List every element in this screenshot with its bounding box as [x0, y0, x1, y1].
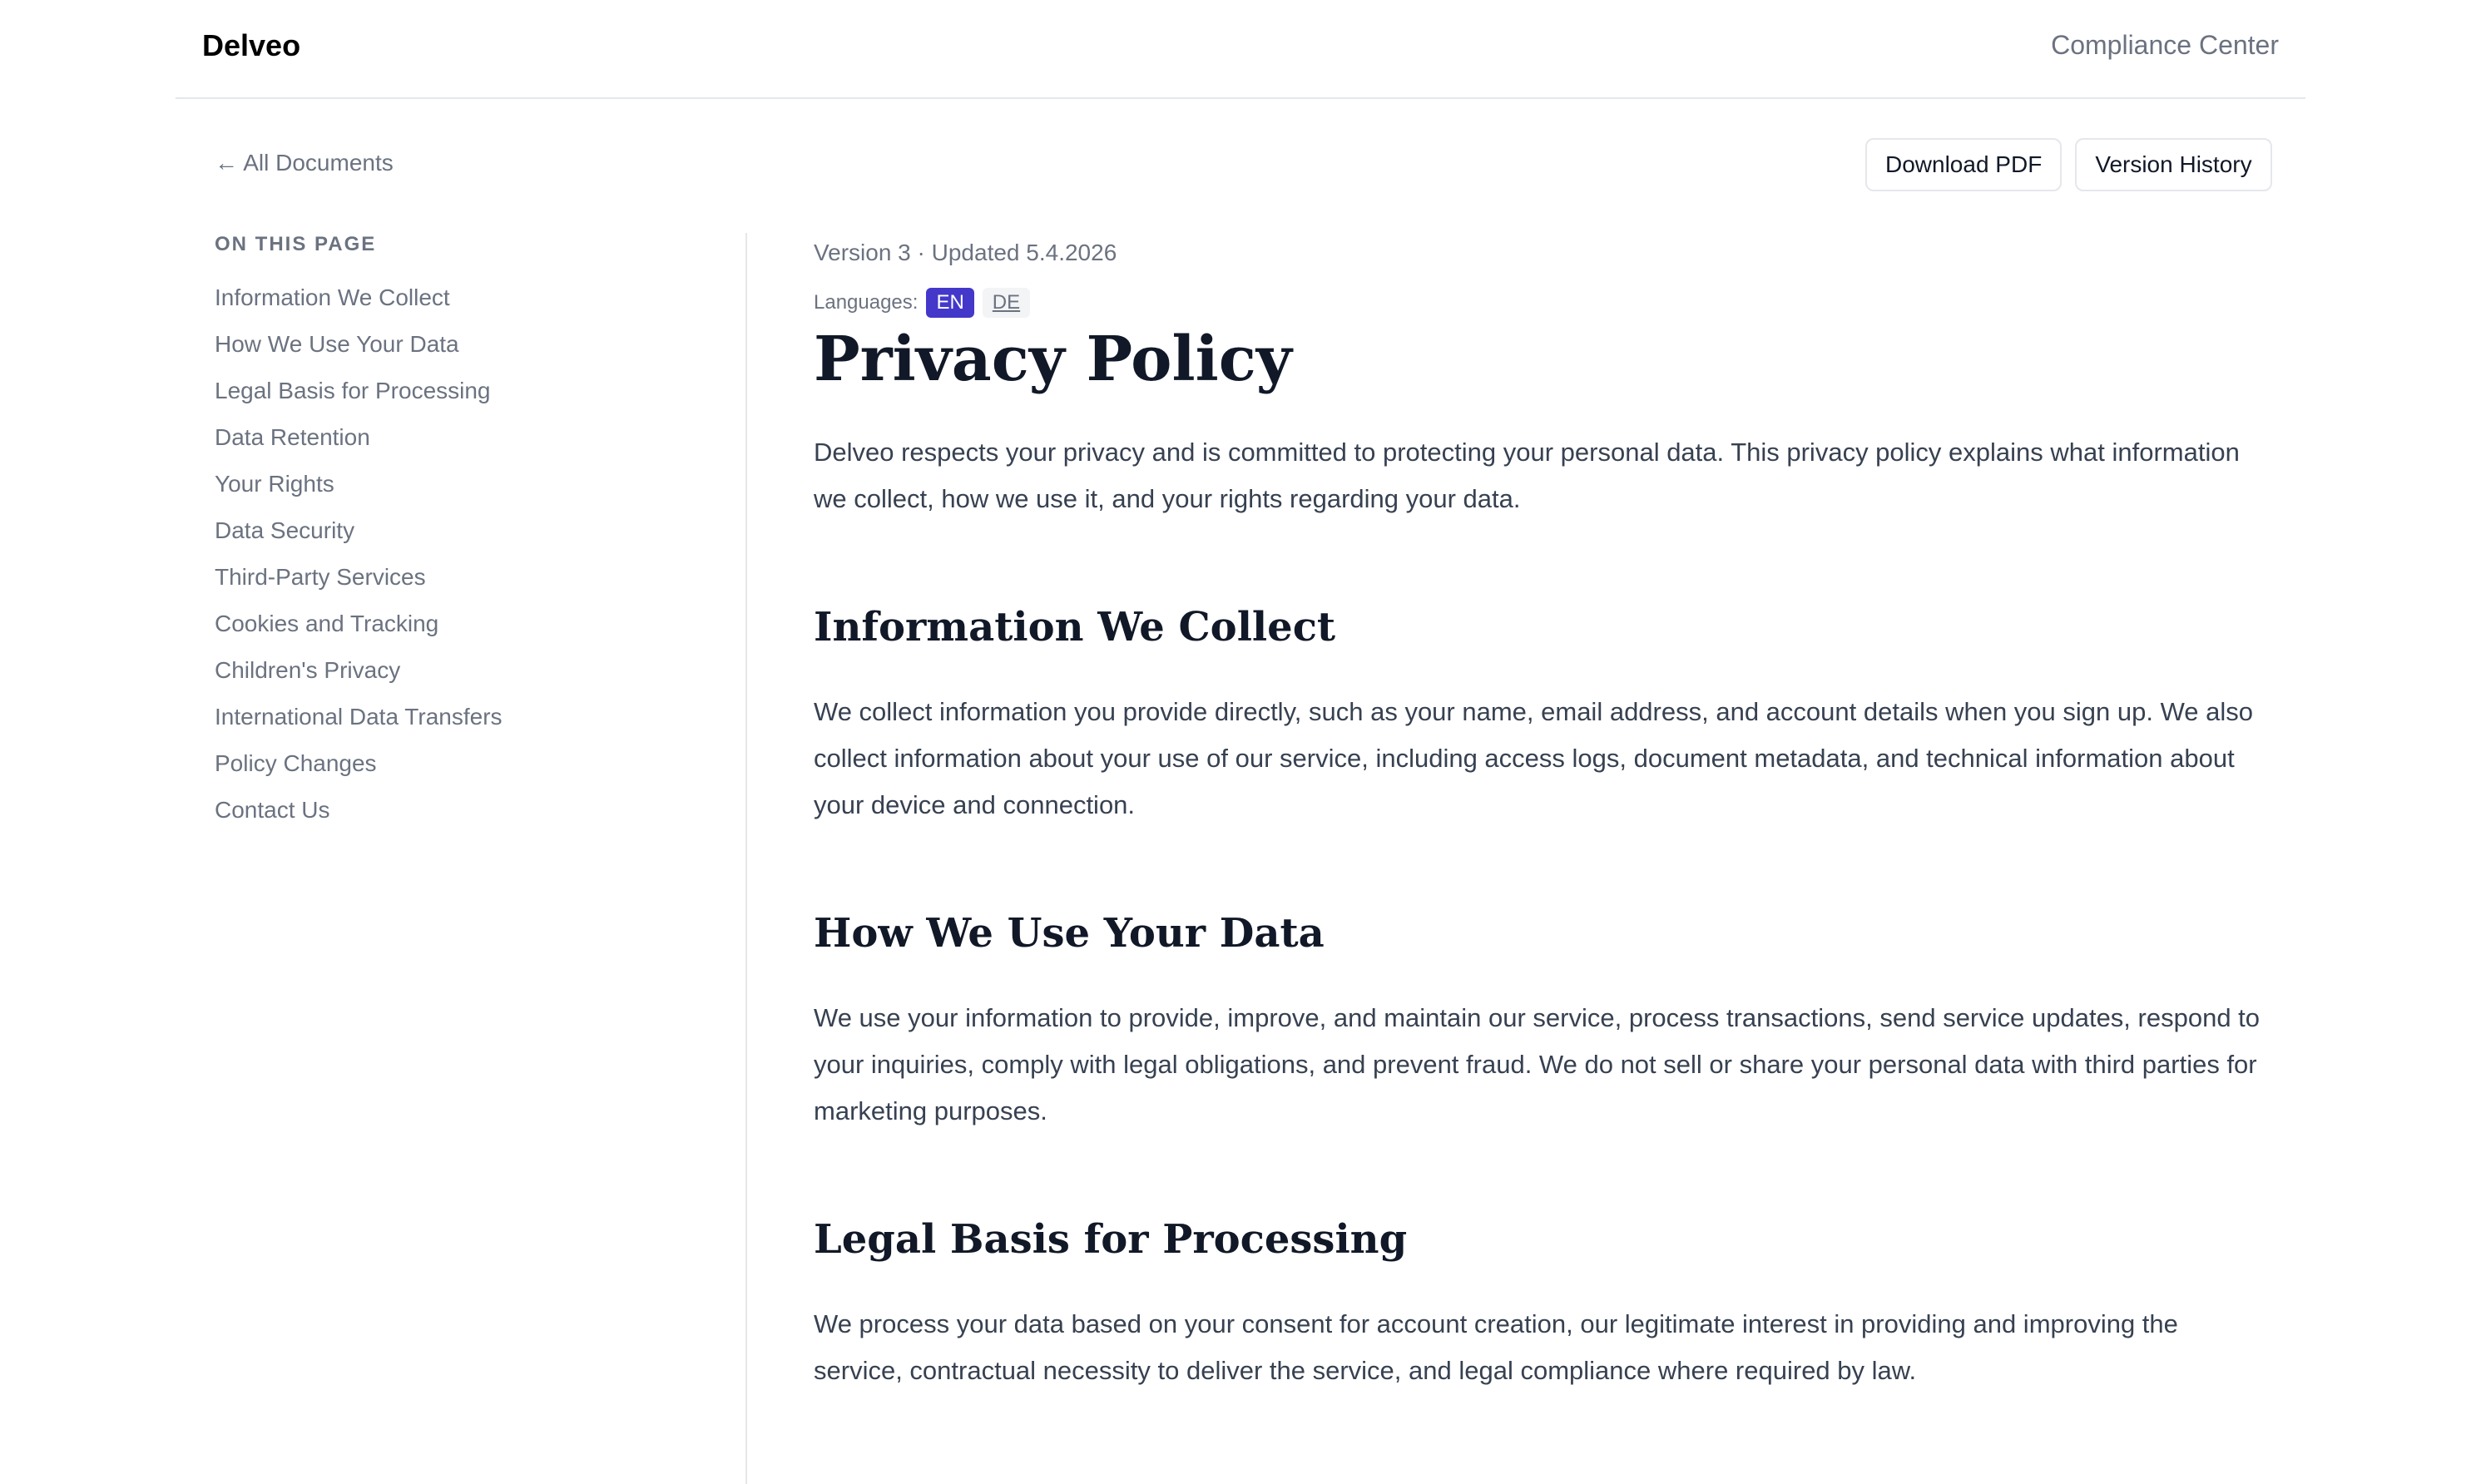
document-actions: [1865, 138, 2272, 191]
toc-item-cookies-and-tracking[interactable]: Cookies and Tracking: [215, 611, 439, 636]
toc-item-legal-basis[interactable]: Legal Basis for Processing: [215, 378, 491, 403]
toc-item-your-rights[interactable]: Your Rights: [215, 471, 334, 497]
language-switcher: [814, 284, 2266, 321]
sidebar-divider: [745, 233, 747, 1484]
section-legal-basis: [814, 1214, 2266, 1394]
intro-paragraph: Delveo respects your privacy and is committed to protecting your personal data. This privacy policy explains what information we collect, how we use it, and your rights regarding your data.: [814, 438, 2240, 513]
section-information-we-collect: [814, 602, 2266, 829]
toc-item-policy-changes[interactable]: Policy Changes: [215, 750, 377, 776]
download-pdf-button[interactable]: Download PDF: [1865, 138, 2062, 191]
toc-item-third-party-services[interactable]: Third-Party Services: [215, 564, 426, 590]
toc-item-how-we-use-your-data[interactable]: How We Use Your Data: [215, 331, 459, 357]
language-en[interactable]: EN: [926, 288, 973, 318]
toc-item-childrens-privacy[interactable]: Children's Privacy: [215, 657, 401, 683]
compliance-center-link[interactable]: Compliance Center: [2051, 30, 2279, 60]
version-history-button[interactable]: Version History: [2075, 138, 2271, 191]
toc-item-information-we-collect[interactable]: Information We Collect: [215, 284, 450, 310]
languages-label: Languages:: [814, 291, 919, 314]
brand-logo[interactable]: Delveo: [202, 28, 301, 62]
toc-item-data-security[interactable]: Data Security: [215, 517, 355, 543]
toc-item-international-transfers[interactable]: International Data Transfers: [215, 704, 503, 730]
all-documents-link[interactable]: ← All Documents: [215, 150, 394, 176]
section-heading: How We Use Your Data: [814, 910, 1325, 957]
language-de[interactable]: DE: [983, 288, 1030, 318]
toc-heading: ON THIS PAGE: [215, 233, 377, 255]
section-body: We collect information you provide directly, such as your name, email address, and account details when you sign up. We also collect information about your use of our service, including access logs, document metadata, and technical information about your device and connection.: [814, 697, 2254, 819]
section-body: We use your information to provide, improve, and maintain our service, process transactions, send service updates, respond to your inquiries, comply with legal obligations, and prevent fraud. We do not sell or share your personal data with third parties for marketing purposes.: [814, 1003, 2261, 1125]
document-content: [814, 233, 2266, 1394]
section-body: We process your data based on your consent for account creation, our legitimate interest in providing and improving the service, contractual necessity to deliver the service, and legal compliance where required by law.: [814, 1309, 2178, 1385]
section-heading: Legal Basis for Processing: [814, 1216, 1408, 1263]
section-heading: Information We Collect: [814, 604, 1336, 650]
toc-item-data-retention[interactable]: Data Retention: [215, 424, 370, 450]
section-how-we-use-your-data: [814, 908, 2266, 1135]
toc-item-contact-us[interactable]: Contact Us: [215, 797, 330, 823]
top-bar: [176, 0, 2305, 99]
version-meta: Version 3 · Updated 5.4.2026: [814, 240, 1117, 265]
page-title: Privacy Policy: [814, 324, 1292, 395]
